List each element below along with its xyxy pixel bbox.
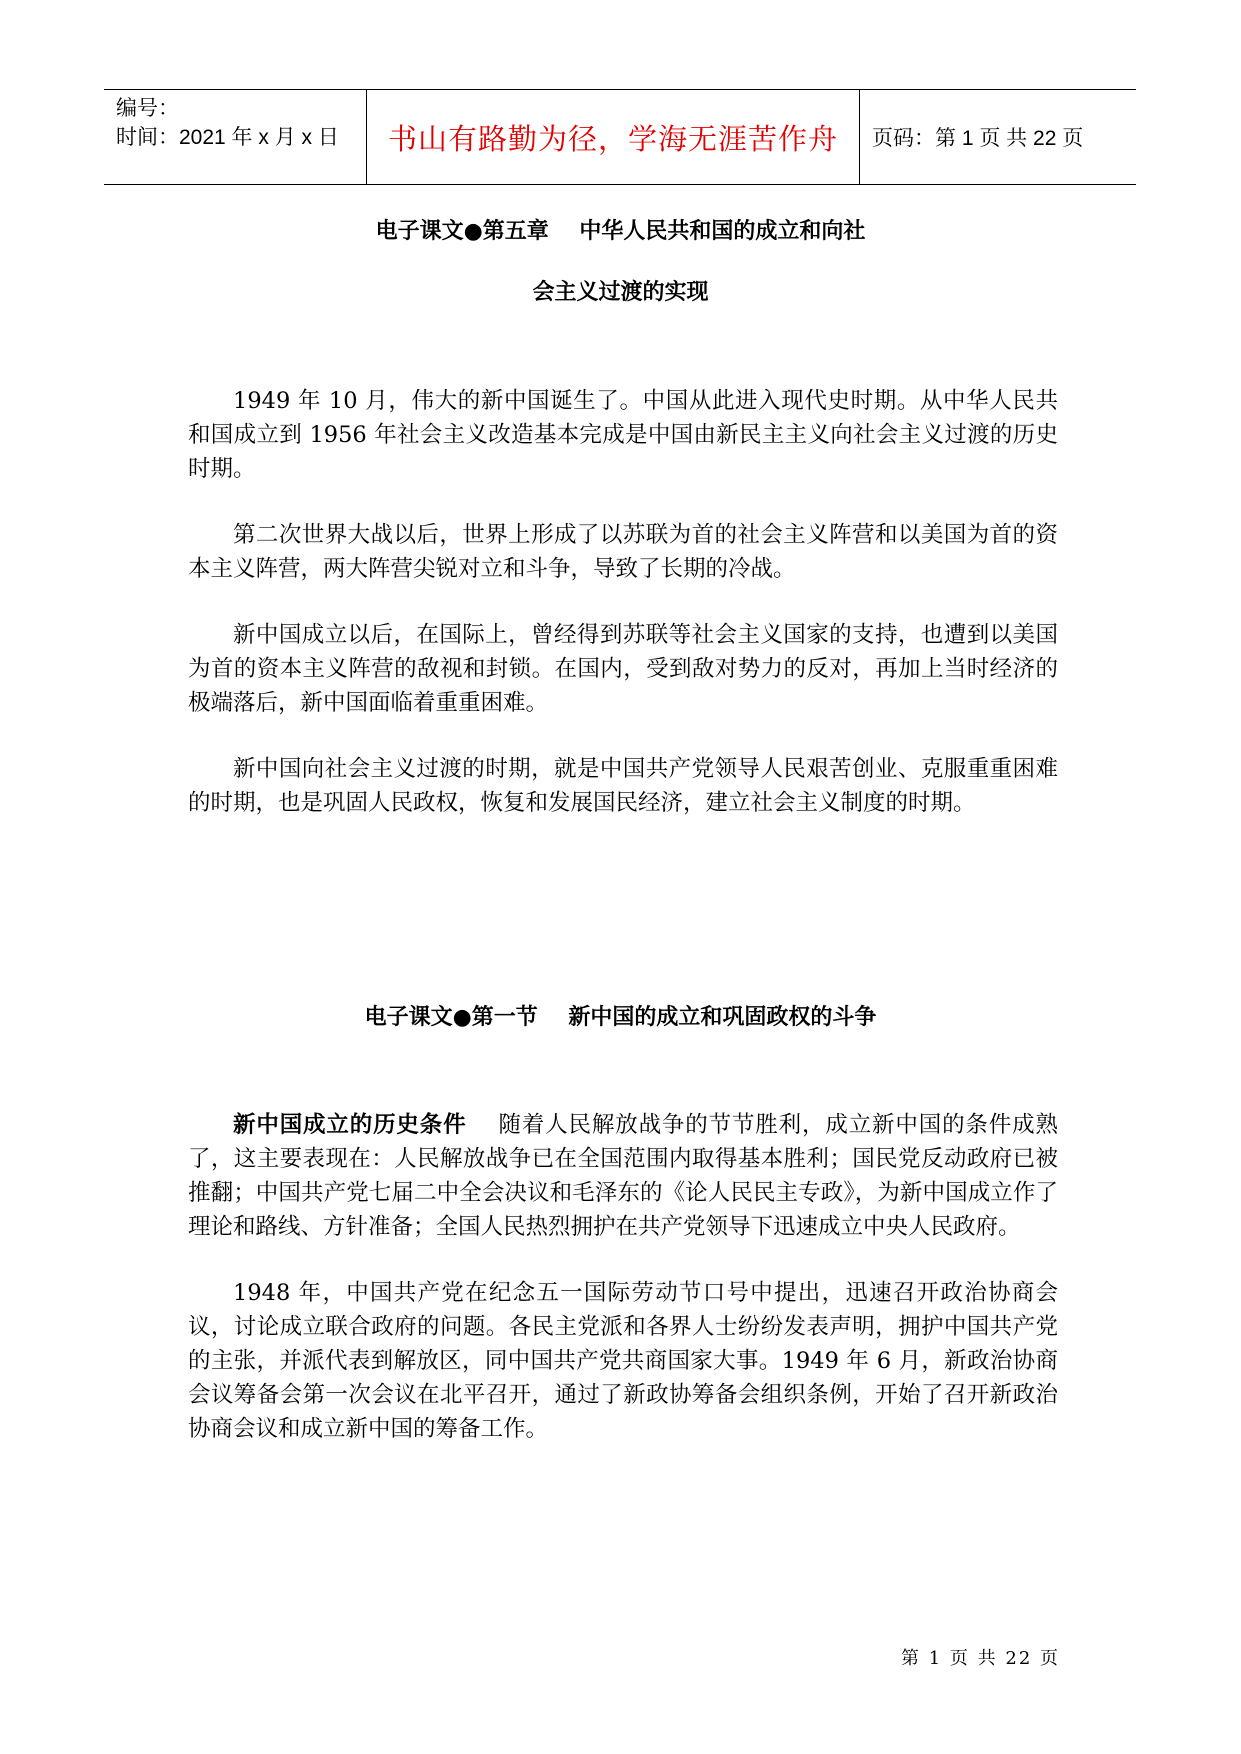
chapter-title-line1: [0, 214, 1241, 245]
paragraph: [188, 1108, 1058, 1244]
section-title-prefix: 电子课文●第一节: [364, 1005, 538, 1030]
header-divider-right: [859, 90, 860, 184]
section-title-main: 新中国的成立和巩固政权的斗争: [568, 1005, 877, 1030]
header-meta: [116, 94, 366, 152]
header-page-label: 页码：第 1 页 共 22 页: [872, 127, 1084, 150]
number-label: 编号：: [116, 97, 179, 120]
section-body: [188, 1108, 1058, 1446]
paragraph: 1949 年 10 月，伟大的新中国诞生了。中国从此进入现代史时期。从中华人民共和国成立到 1956 年社会主义改造基本完成是中国由新民主主义向社会主义过渡的历史时期。: [188, 388, 1058, 482]
header-motto: 书山有路勤为径，学海无涯苦作舟: [387, 121, 838, 156]
paragraph: 1948 年，中国共产党在纪念五一国际劳动节口号中提出，迅速召开政治协商会议，讨论成立联合政府的问题。各民主党派和各界人士纷纷发表声明，拥护中国共产党的主张，并派代表到解放区，同中国共产党共商国家大事。1949 年 6 月，新政治协商会议筹备会第一次会议在北平召开，通过了新政协筹备会组织条例，开始了召开新政治协商会议和成立新中国的筹备工作。: [188, 1280, 1058, 1442]
paragraph: 新中国成立以后，在国际上，曾经得到苏联等社会主义国家的支持，也遭到以美国为首的资本主义阵营的敌视和封锁。在国内，受到敌对势力的反对，再加上当时经济的极端落后，新中国面临着重重困难。: [188, 622, 1058, 716]
chapter-title-main: 中华人民共和国的成立和向社: [579, 219, 866, 244]
paragraph: 新中国向社会主义过渡的时期，就是中国共产党领导人民艰苦创业、克服重重困难的时期，也是巩固人民政权，恢复和发展国民经济，建立社会主义制度的时期。: [188, 756, 1058, 816]
chapter-intro: [188, 384, 1058, 820]
section-paragraph-text: 随着人民解放战争的节节胜利，成立新中国的条件成熟了，这主要表现在：人民解放战争已在全国范围内取得基本胜利；国民党反动政府已被推翻；中国共产党七届二中全会决议和毛泽东的《论人民民主专政》，为新中国成立作了理论和路线、方针准备；全国人民热烈拥护在共产党领导下迅速成立中央人民政府。: [188, 1112, 1058, 1240]
section-title: [0, 1000, 1241, 1031]
section-lead-heading: 新中国成立的历史条件: [233, 1112, 467, 1138]
page-header-table: [104, 89, 1136, 185]
paragraph: 第二次世界大战以后，世界上形成了以苏联为首的社会主义阵营和以美国为首的资本主义阵营，两大阵营尖锐对立和斗争，导致了长期的冷战。: [188, 522, 1058, 582]
time-label: 时间：2021 年 x 月 x 日: [116, 126, 339, 149]
page-footer: 第 1 页 共 22 页: [901, 1648, 1060, 1669]
chapter-title-prefix: 电子课文●第五章: [375, 219, 549, 244]
header-divider-left: [366, 90, 367, 184]
chapter-title-line2: 会主义过渡的实现: [532, 280, 709, 305]
